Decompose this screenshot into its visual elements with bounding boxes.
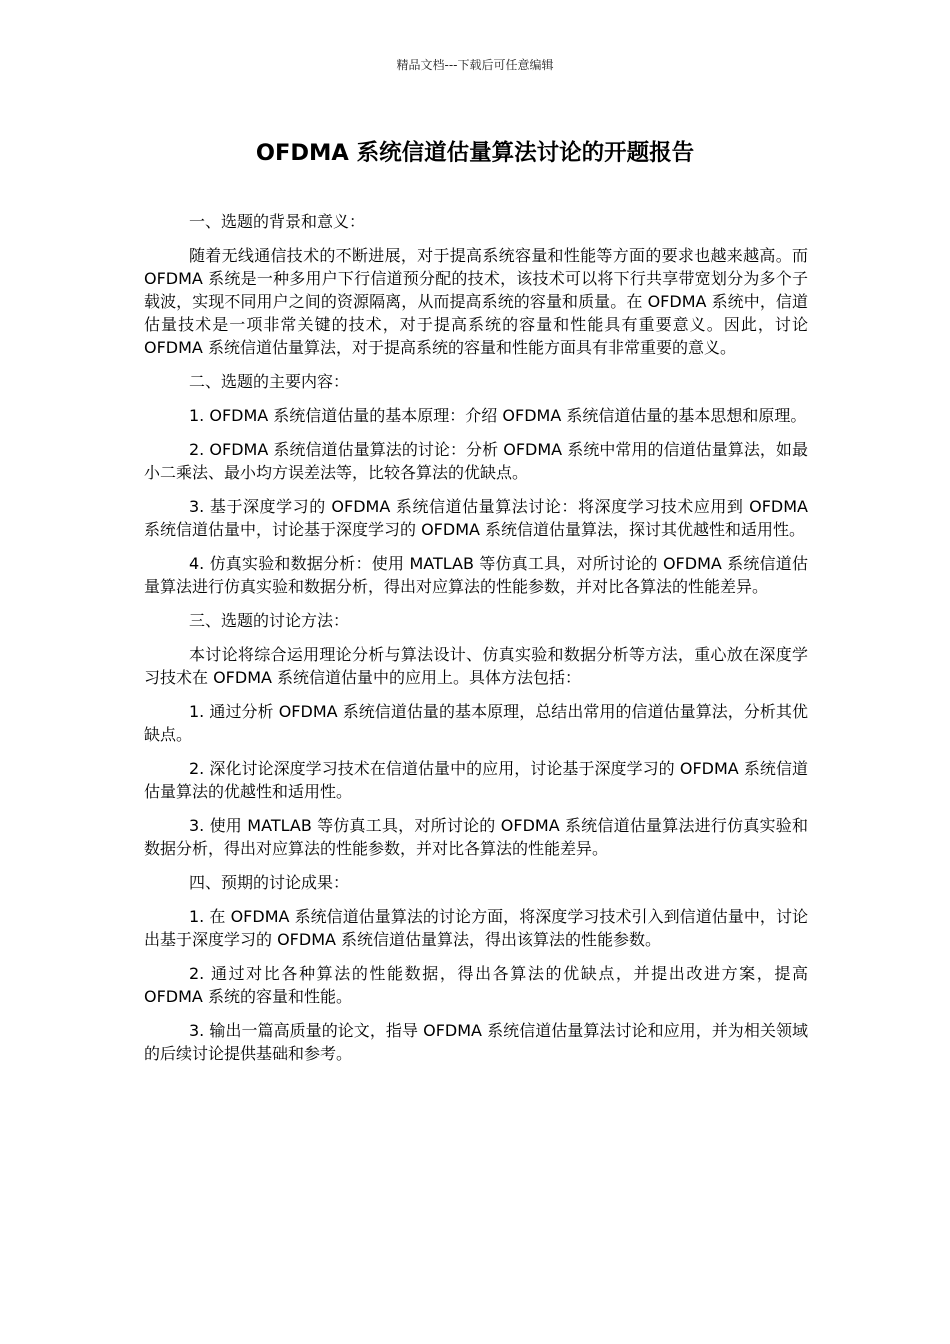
paragraph-methods-intro: 本讨论将综合运用理论分析与算法设计、仿真实验和数据分析等方法，重心放在深度学习技术在 OFDMA 系统信道估量中的应用上。具体方法包括： (144, 645, 808, 687)
section-heading-content: 二、选题的主要内容： (189, 372, 350, 391)
outcome-item-3: 3. 输出一篇高质量的论文，指导 OFDMA 系统信道估量算法讨论和应用，并为相关领域的后续讨论提供基础和参考。 (144, 1021, 808, 1063)
document-body (144, 210, 808, 1076)
content-item-3: 3. 基于深度学习的 OFDMA 系统信道估量算法讨论：将深度学习技术应用到 OFDMA 系统信道估量中，讨论基于深度学习的 OFDMA 系统信道估量算法，探讨其优越性和适用性。 (144, 497, 808, 539)
content-item-2: 2. OFDMA 系统信道估量算法的讨论：分析 OFDMA 系统中常用的信道估量算法，如最小二乘法、最小均方误差法等，比较各算法的优缺点。 (144, 440, 808, 482)
outcome-item-1: 1. 在 OFDMA 系统信道估量算法的讨论方面，将深度学习技术引入到信道估量中，讨论出基于深度学习的 OFDMA 系统信道估量算法，得出该算法的性能参数。 (144, 907, 808, 949)
content-item-4: 4. 仿真实验和数据分析：使用 MATLAB 等仿真工具，对所讨论的 OFDMA 系统信道估量算法进行仿真实验和数据分析，得出对应算法的性能参数，并对比各算法的性能差异。 (144, 554, 808, 596)
section-heading-outcomes: 四、预期的讨论成果： (189, 873, 350, 892)
content-item-1: 1. OFDMA 系统信道估量的基本原理：介绍 OFDMA 系统信道估量的基本思想和原理。 (189, 406, 807, 425)
method-item-2: 2. 深化讨论深度学习技术在信道估量中的应用，讨论基于深度学习的 OFDMA 系统信道估量算法的优越性和适用性。 (144, 759, 808, 801)
outcome-item-2: 2. 通过对比各种算法的性能数据，得出各算法的优缺点，并提出改进方案，提高 OFDMA 系统的容量和性能。 (144, 964, 808, 1006)
method-item-1: 1. 通过分析 OFDMA 系统信道估量的基本原理，总结出常用的信道估量算法，分析其优缺点。 (144, 702, 808, 744)
method-item-3: 3. 使用 MATLAB 等仿真工具，对所讨论的 OFDMA 系统信道估量算法进行仿真实验和数据分析，得出对应算法的性能参数，并对比各算法的性能差异。 (144, 816, 808, 858)
section-heading-background: 一、选题的背景和意义： (189, 212, 366, 231)
document-title: OFDMA 系统信道估量算法讨论的开题报告 (255, 140, 695, 166)
header-note: 精品文档---下载后可任意编辑 (396, 58, 554, 72)
paragraph-background: 随着无线通信技术的不断进展，对于提高系统容量和性能等方面的要求也越来越高。而 OFDMA 系统是一种多用户下行信道预分配的技术，该技术可以将下行共享带宽划分为多个子载波，实现不同用户之间的资源隔离，从而提高系统的容量和质量。在 OFDMA 系统中，信道估量技术是一项非常关键的技术，对于提高系统的容量和性能具有重要意义。因此，讨论 OFDMA 系统信道估量算法，对于提高系统的容量和性能方面具有非常重要的意义。 (144, 246, 808, 357)
section-heading-methods: 三、选题的讨论方法： (189, 611, 350, 630)
